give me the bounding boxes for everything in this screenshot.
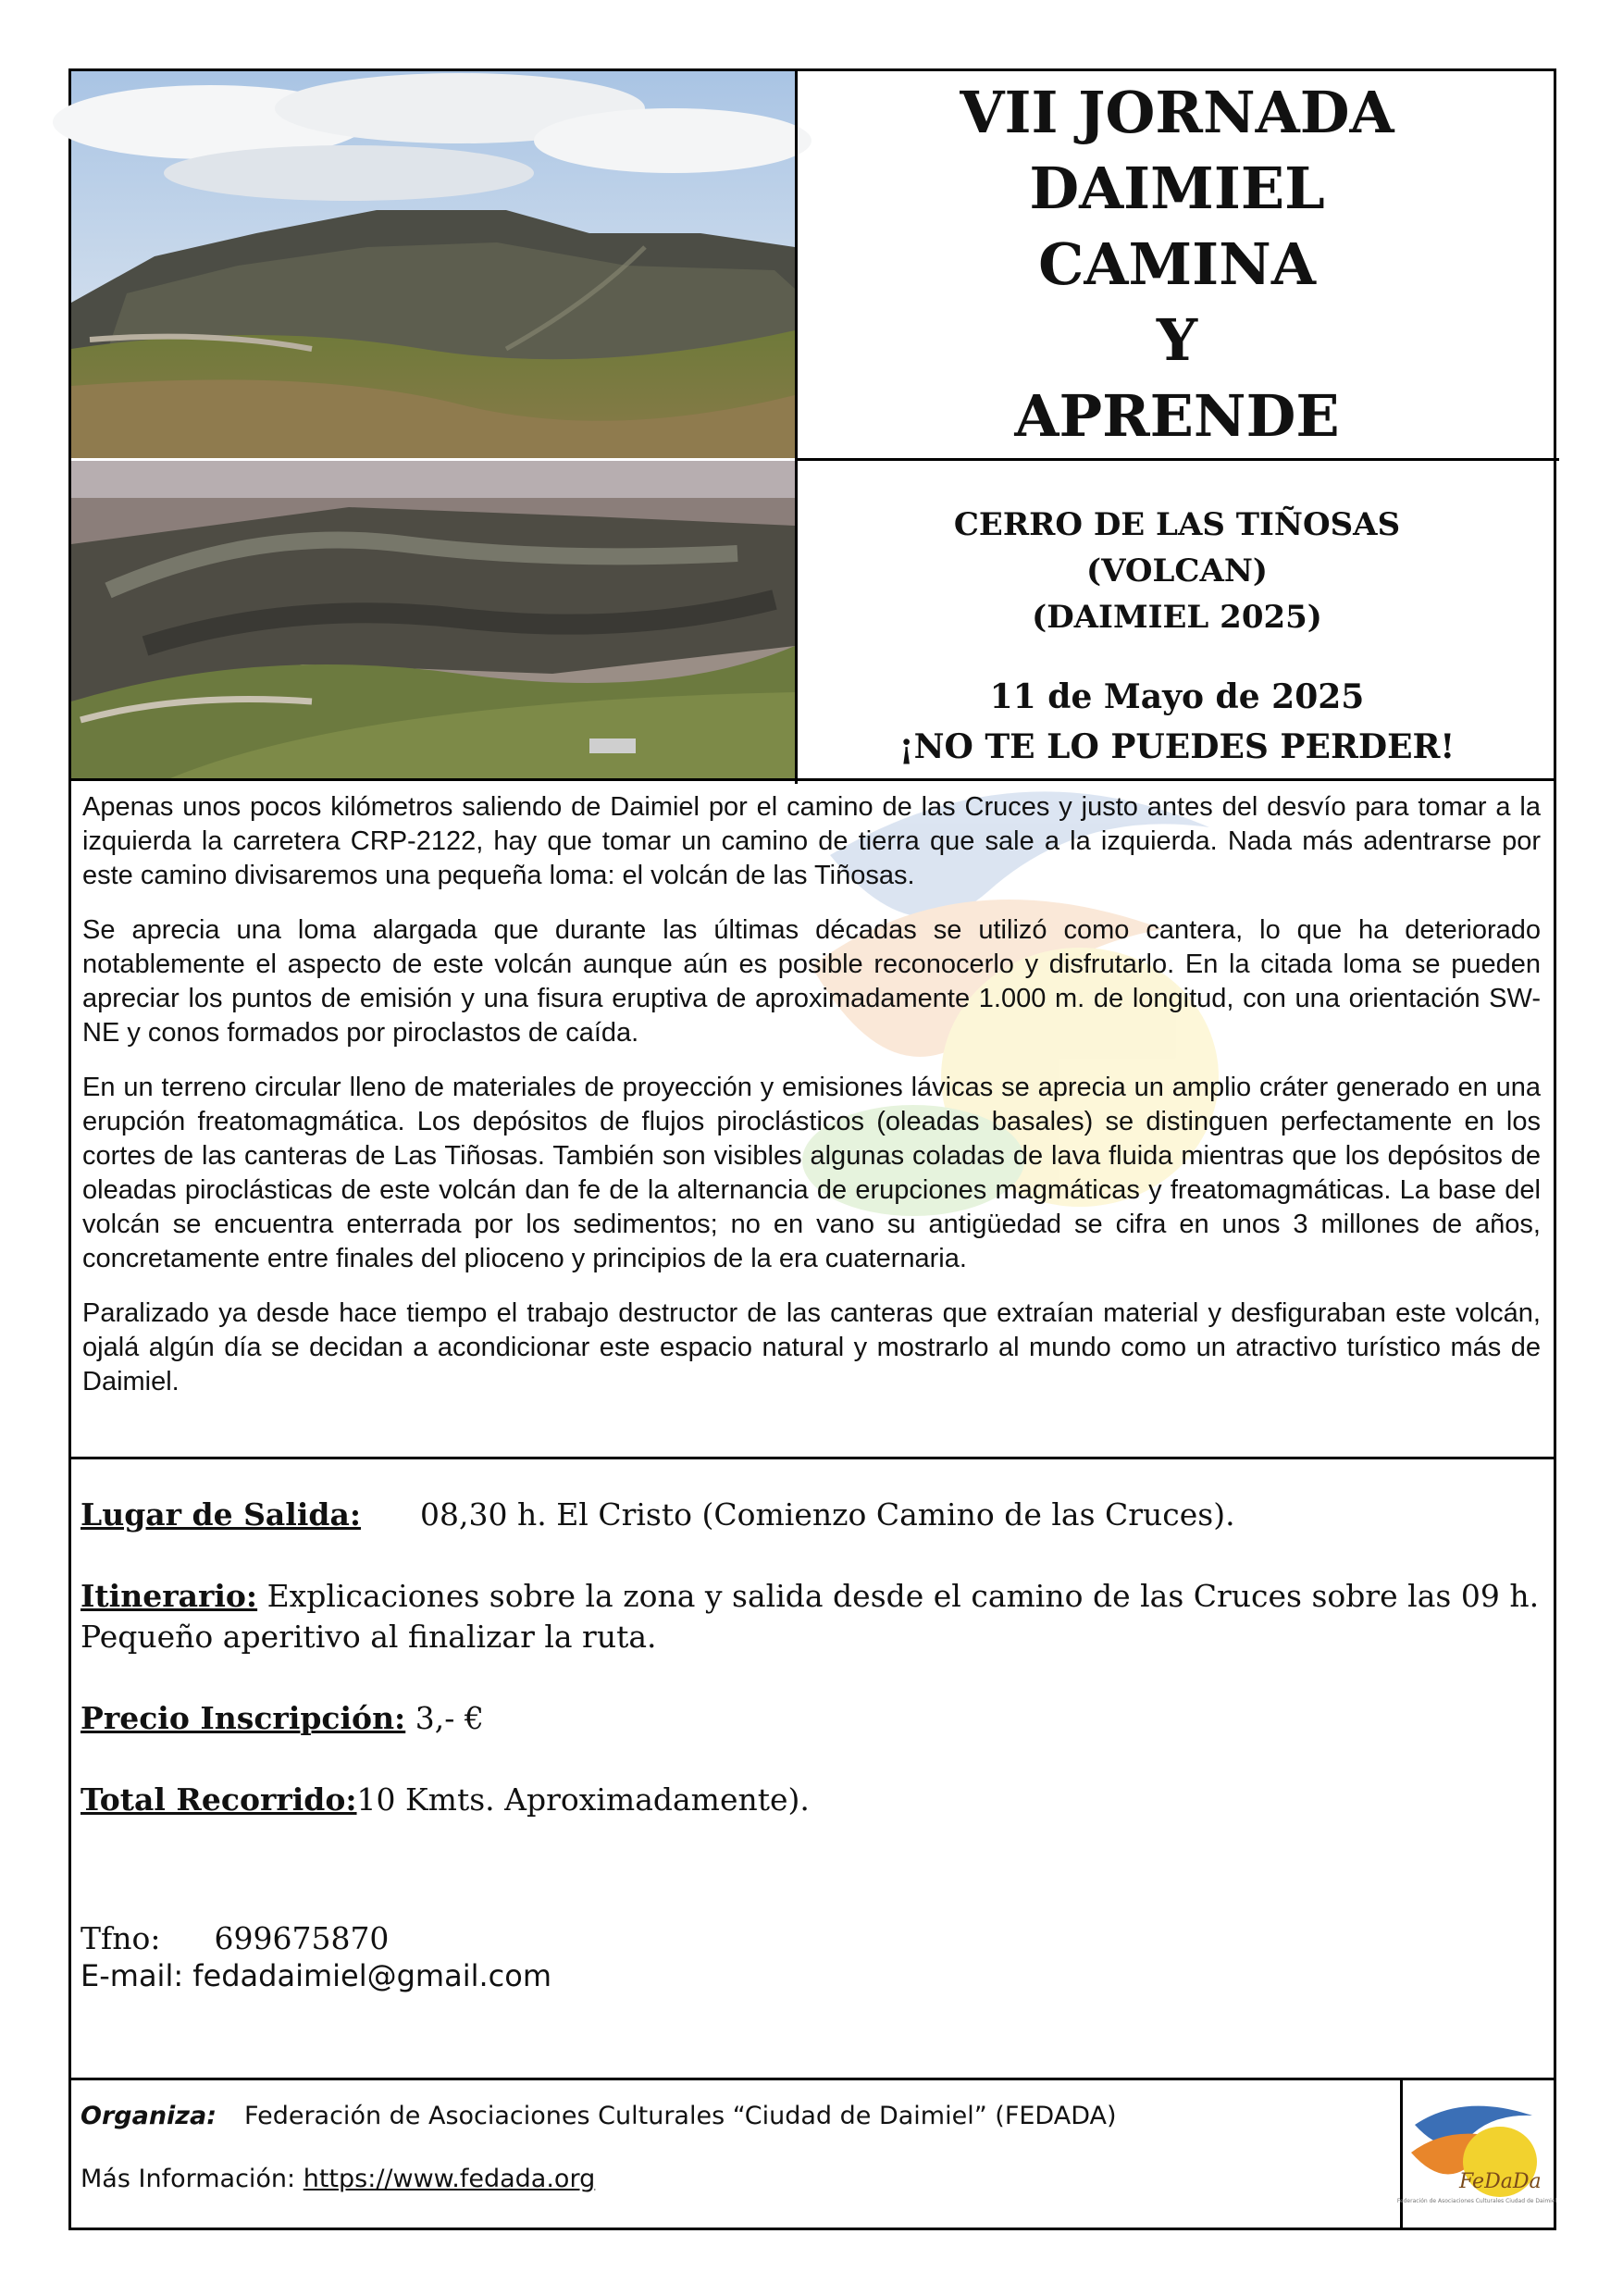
event-subtitle [798,461,1556,781]
price-value: 3,- € [405,1700,484,1736]
phone-label: Tfno: [81,1920,161,1956]
details-box [68,1457,1556,2080]
location-year: (DAIMIEL 2025) [1032,599,1322,636]
distance-row [81,1780,1554,1820]
info-label: Más Información: [81,2165,296,2193]
itinerary-label: Itinerario: [81,1578,258,1614]
poster [68,68,1556,2230]
website-link[interactable]: https://www.fedada.org [303,2165,596,2193]
itinerary-value: Explicaciones sobre la zona y salida desde el camino de las Cruces sobre las 09 h. [257,1578,1540,1614]
event-title [798,71,1556,458]
logo-caption: Federación de Asociaciones Culturales Ciudad de Daimiel [1396,2198,1557,2204]
event-date: 11 de Mayo de 2025 [989,677,1365,716]
event-slogan: ¡NO TE LO PUEDES PERDER! [898,727,1456,766]
title-line: Y [1156,306,1198,374]
header-box [68,68,1556,781]
info-row [81,2164,1376,2195]
departure-row [81,1495,1554,1535]
itinerary-row [81,1576,1541,1617]
distance-label: Total Recorrido: [81,1781,357,1818]
organizer-row [81,2101,1376,2132]
description-paragraph: Se aprecia una loma alargada que durante las últimas décadas se utilizó como cantera, lo que ha deteriorado notablemente el aspecto de este volcán aunque aún es posible reconocerlo y disfrutarlo. En la citada loma se pueden apreciar los puntos de emisión y una fisura eruptiva de aproximadamente 1.000 m. de longitud, con una orientación SW-NE y conos formados por piroclastos de caída. [82,915,1541,1048]
description-paragraph: Paralizado ya desde hace tiempo el trabajo destructor de las canteras que extraían material y desfiguraban este volcán, ojalá algún día se decidan a acondicionar este espacio natural y mostrarlo al mundo como un atractivo turístico más de Daimiel. [82,1298,1541,1396]
title-line: VII JORNADA [960,79,1394,146]
fedada-logo [1396,2088,1557,2223]
volcano-photo-aerial [71,461,795,781]
location-type: (VOLCAN) [1086,552,1268,590]
departure-label: Lugar de Salida: [81,1496,362,1533]
volcano-photo-hill [71,71,795,458]
title-line: APRENDE [1014,382,1340,450]
footer-divider [1400,2080,1403,2230]
footer-text [81,2101,1376,2195]
title-line: CAMINA [1038,230,1316,298]
location-name: CERRO DE LAS TIÑOSAS [953,506,1401,543]
description-paragraph: Apenas unos pocos kilómetros saliendo de Daimiel por el camino de las Cruces y justo antes del desvío para tomar a la izquierda la carretera CRP-2122, hay que tomar un camino de tierra que sale a la izquierda. Nada más adentrarse por este camino divisaremos una pequeña loma: el volcán de las Tiñosas. [82,792,1541,890]
departure-value: 08,30 h. El Cristo (Comienzo Camino de las Cruces). [420,1496,1235,1533]
phone-value: 699675870 [214,1920,390,1956]
email-value[interactable]: fedadaimiel@gmail.com [192,1958,551,1993]
footer-box [68,2078,1556,2230]
itinerary-extra: Pequeño aperitivo al finalizar la ruta. [81,1619,657,1655]
price-label: Precio Inscripción: [81,1700,406,1736]
organizer-label: Organiza: [81,2102,217,2130]
organizer-value: Federación de Asociaciones Culturales “Ciudad de Daimiel” (FEDADA) [244,2102,1117,2130]
logo-wordmark: FeDaDa [1459,2170,1542,2193]
email-row [81,1957,1554,1994]
description-box [68,778,1556,1459]
title-line: DAIMIEL [1029,155,1325,222]
email-label: E-mail: [81,1958,184,1993]
description-paragraph: En un terreno circular lleno de materiales de proyección y emisiones lávicas se aprecia un amplio cráter generado en una erupción freatomagmática. Los depósitos de flujos piroclásticos (oleadas basales) se distinguen perfectamente en los cortes de las canteras de Las Tiñosas. También son visibles algunas coladas de lava fluida mientras que los depósitos de oleadas piroclásticas de este volcán dan fe de la alternancia de erupciones magmáticas y freatomagmáticas. La base del volcán se encuentra enterrada por los sedimentos; no en vano su antigüedad se cifra en unos 3 millones de años, concretamente entre finales del plioceno y principios de la era cuaternaria. [82,1073,1541,1273]
price-row [81,1698,1554,1739]
phone-row [81,1920,1554,1957]
distance-value: 10 Kmts. Aproximadamente). [356,1781,810,1818]
